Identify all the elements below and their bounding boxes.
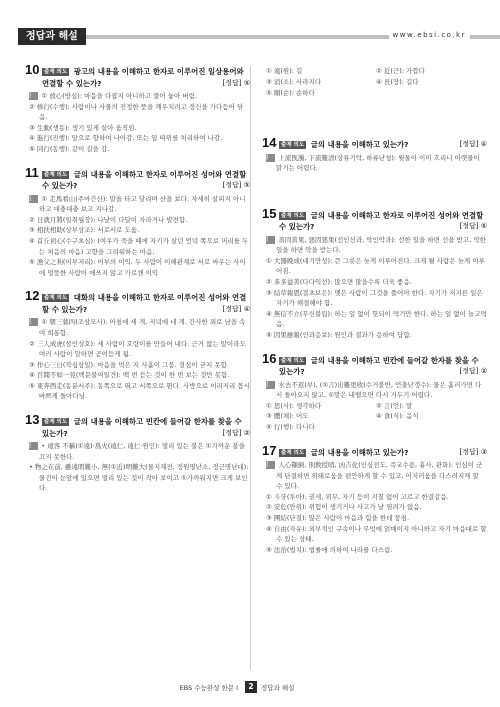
explanation-line: ⑤ 東奔西走(동분서주): 동쪽으로 뛰고 서쪽으로 뛴다. 사방으로 이리저리 몹시 바쁘게 돌아다님.: [29, 381, 250, 401]
explanation-tag: 해설: [266, 236, 275, 244]
explanation: [21, 441, 250, 494]
option: ① 思(사): 생각하다: [266, 401, 322, 410]
explanation-line: ① 斗牙(투아): 권세, 위무, 자기 등이 지칠 없어 고르고 한결같음.: [266, 492, 449, 501]
explanation-line: 上流旣濁, 下流難清(상류기탁, 하류난청): 윗물이 이미 흐리니 아랫물이 맑기는 어렵다.: [276, 153, 480, 173]
question-11: [21, 164, 250, 279]
intent-badge: 출제 의도: [44, 295, 68, 302]
question-heading: [25, 62, 250, 89]
page-number: 2: [245, 681, 257, 693]
question-title: 글의 내용을 이해하고 있는가?: [310, 447, 409, 457]
option: ⑤ 順(순): 순하다: [266, 89, 315, 97]
section-title: 정답과 해설: [18, 28, 86, 45]
question-heading: [25, 164, 250, 192]
explanation-line: ③ 生動(생동): 생기 있게 살아 움직임.: [29, 123, 137, 132]
intent-badge: 출제 의도: [44, 171, 68, 178]
site-url: www.ebsi.co.kr: [389, 27, 471, 44]
question-title: 글의 내용을 이해하고 한자로 이루어진 성어와 연결할 수 있는가?: [279, 210, 484, 232]
explanation-line: ③ 團結(단결): 많은 사람이 마음과 힘을 한데 뭉침.: [266, 514, 410, 523]
question-number: 13: [25, 412, 40, 428]
question-title: 광고의 내용을 이해하고 한자로 이루어진 일상용어와 연결할 수 있는가?: [42, 67, 244, 88]
question-number: 15: [262, 205, 277, 221]
column-divider: [250, 66, 251, 670]
explanation-line: ④ 進行(진행): 앞으로 향하여 나아감. 또는 일 따위를 처리하여 나감.: [29, 134, 223, 143]
answer-label: [정답] ②: [222, 428, 250, 437]
answer-label: [정답] ⑤: [459, 222, 487, 231]
question-number: 12: [25, 288, 40, 304]
intent-badge: 출제 의도: [281, 357, 305, 364]
option: ② 近(근): 가깝다: [376, 67, 425, 75]
explanation: [258, 153, 487, 174]
option: ③ 體(체): 어도: [266, 412, 309, 421]
explanation-line: ⑤ 因果應報(인과응보): 원인과 결과가 응하여 답함.: [266, 331, 412, 340]
explanation-line: ③ 結草報恩(결초보은): 맺은 사람이 그것을 풀어야 한다. 자기가 저지른 일은 자기가 해결해야 함.: [266, 288, 483, 308]
intent-badge: 출제 의도: [44, 419, 68, 426]
question-number: 14: [262, 135, 277, 150]
explanation-tag: 해설: [29, 195, 38, 203]
left-column: [21, 62, 250, 666]
explanation-line: ④ 首丘初心(수구초심): (여우가 죽을 때에 자기가 살던 언덕 쪽으로 머리를 두는 처음의 마음) 고향을 그리워하는 마음.: [29, 236, 249, 256]
explanation-line: 善因善果, 惡因惡果(선인선과, 악인악과): 선한 일을 하면 선을 받고, 악한 일을 하면 악을 받는다.: [276, 235, 486, 255]
answer-label: [정답] ⑤: [222, 181, 250, 190]
question-heading: [25, 288, 250, 315]
explanation-line: ② 多多益善(다다익선): 많으면 많을수록 더욱 좋음.: [266, 278, 412, 287]
question-number: 10: [25, 62, 40, 77]
question-10: [21, 62, 250, 155]
intent-badge: 출제 의도: [281, 142, 305, 148]
question-heading: [262, 205, 487, 233]
option: ③ 消(소): 사라지다: [266, 78, 322, 86]
question-heading: [262, 442, 487, 459]
question-heading: [262, 135, 487, 151]
question-14: [258, 135, 487, 174]
option: ① 遠(원): 길: [266, 67, 303, 75]
explanation-tag: 해설: [29, 442, 38, 450]
answer-label: [정답] ②: [459, 367, 487, 376]
explanation-line: ① 朝三暮四(조삼모사): 아침에 세 개, 저녁에 네 개. 간사한 꾀로 남을 속여 희롱함.: [39, 318, 246, 337]
explanation-line: ② 安危(안위): 위험이 생기거나 사고가 날 염려가 없음.: [266, 503, 422, 512]
answer-label: [정답] ④: [459, 140, 487, 148]
question-heading: [25, 412, 250, 439]
explanation-line: ① 放心(방심): 마음을 다잡지 아니하고 풀어 놓아 버림.: [41, 92, 197, 100]
explanation-tag: 해설: [29, 318, 38, 326]
explanation-line: ⑤ 漁父之利(어부지리): 어부의 이익. 두 사람이 이해관계로 서로 싸우는 사이에 엉뚱한 사람이 애쓰지 않고 가로챈 이익: [29, 258, 246, 277]
question-15: [258, 205, 487, 341]
explanation-line: ① 大器晩成(대기만성): 큰 그릇은 늦게 이루어진다. 크게 될 사람은 늦게 이루어짐.: [266, 256, 485, 276]
answer-label: [정답] ⑤: [222, 78, 250, 87]
explanation-line: ④ 無信不立(무신불립): 하는 일 없이 헛되이 먹기만 한다. 하는 일 없이 놀고먹음.: [266, 309, 487, 329]
intent-badge: 출제 의도: [281, 449, 305, 456]
question-13-options: [262, 66, 487, 99]
question-title: 글의 내용을 이해하고 빈칸에 들어갈 한자를 찾을 수 있는가?: [279, 355, 479, 377]
question-heading: [262, 350, 487, 378]
explanation-line: ⑤ 法治(법치): 법률에 의하여 나라를 다스림.: [266, 545, 393, 554]
question-title: 대화의 내용을 이해하고 한자로 이루어진 성어와 연결할 수 있는가?: [42, 293, 247, 314]
intent-badge: 출제 의도: [281, 212, 305, 219]
explanation: [21, 317, 250, 402]
answer-label: [정답] ④: [222, 304, 250, 313]
explanation: [258, 235, 487, 341]
explanation: [258, 380, 487, 433]
explanation-line: ① 走馬看山(주마간산): 말을 타고 달리며 산을 보다. 자세히 살피지 아니하고 대충대충 보고 지나감.: [39, 194, 246, 214]
explanation-line: ② 修行(수행): 사람이나 사물의 진정한 뜻을 깨우치려고 정신을 가다듬어 닦음.: [29, 102, 244, 122]
footer-book-title: EBS 수능완성 한문 I: [179, 684, 238, 692]
right-column: [258, 66, 487, 666]
page-header: [0, 28, 500, 45]
footer-section: 정답과 해설: [261, 684, 295, 692]
question-17: [258, 442, 487, 556]
explanation-tag: 해설: [266, 381, 275, 389]
intent-badge: 출제 의도: [44, 69, 68, 75]
question-title: 글의 내용을 이해하고 빈칸에 들어갈 한자를 찾을 수 있는가?: [42, 417, 242, 438]
explanation-line: ④ 百聞不如一見(백문불여일견): 백 번 듣는 것이 한 번 보는 것만 못함.: [29, 371, 230, 380]
explanation-line: ② 三人成虎(삼인성호): 세 사람이 호랑이를 만들어 내다. 근거 없는 말이라도 여러 사람이 말하면 곧이듣게 됨.: [29, 339, 246, 359]
explanation: [21, 91, 250, 155]
question-number: 17: [262, 442, 277, 458]
option: ④ 長(장): 길다: [376, 78, 419, 86]
question-12: [21, 288, 250, 402]
answer-label: [정답] ③: [459, 447, 487, 456]
explanation-line: ⑤ 同行(동행): 같이 길을 감.: [29, 144, 110, 153]
option: ④ 食(식): 음식: [376, 412, 419, 421]
option: ⑤ 行(행): 다니다: [266, 423, 315, 431]
explanation-tag: 해설: [266, 461, 275, 469]
explanation: [258, 460, 487, 555]
explanation-line: ③ 相扶相助(상부상조): 서로서로 도움.: [29, 226, 140, 235]
explanation: [21, 194, 250, 279]
explanation-line: ② 日就月將(일취월장): 나날이 다달이 자라거나 발전함.: [29, 215, 188, 224]
explanation-line: ③ 作心三日(작심삼일): 마음을 먹은 지 사흘이 그뭄. 결심이 굳지 못함.: [29, 360, 229, 369]
explanation-tag: 해설: [29, 92, 38, 100]
question-title: 글의 내용을 이해하고 한자로 이루어진 성어와 연결할 수 있는가?: [42, 169, 247, 191]
question-16: [258, 350, 487, 433]
explanation-line: 水去不返(부), (①言)出難更收(수거불반, 언출난갱수): 물은 흘러가면 다시 돌아오지 않고, ①말은 내뱉으면 다시 거두기 어렵다.: [276, 380, 482, 400]
question-number: 16: [262, 350, 277, 366]
question-number: 11: [25, 164, 39, 180]
explanation-tag: 해설: [266, 154, 275, 162]
explanation-line: 人心顚倒, 則敎授哨, 凶吉化(인심전도, 즉교수용, 흉사, 관화): 인심이 군게 단결하면 위태로움을 편안하게 할 수 있고, 어지러움을 다스려지게 할 수 있다.: [276, 461, 483, 491]
question-13: [21, 412, 250, 494]
option: ② 言(언): 말: [376, 401, 413, 410]
explanation-line: ④ 自由(자유): 외부적인 구속이나 무엇에 얽매이지 아니하고 자기 마음대로 할 수 있는 상태.: [266, 524, 487, 544]
explanation-line: • 物之在前, 雖遠明難小, 無(①近)明難大(물지재전, 정원명난소, 정근명난대): 물건이 눈앞에 있으면 멀리 있는 것이 작아 보이고 ①가까워지면 크게 보인다.: [29, 463, 249, 493]
explanation-line: • 遠客 不稱(①遠)·爲火(遠仁, 遠仁·원인): 멀리 있는 불은 ①가까운 불을 끄지 못한다.: [39, 442, 245, 461]
question-title: 글의 내용을 이해하고 있는가?: [310, 140, 409, 149]
